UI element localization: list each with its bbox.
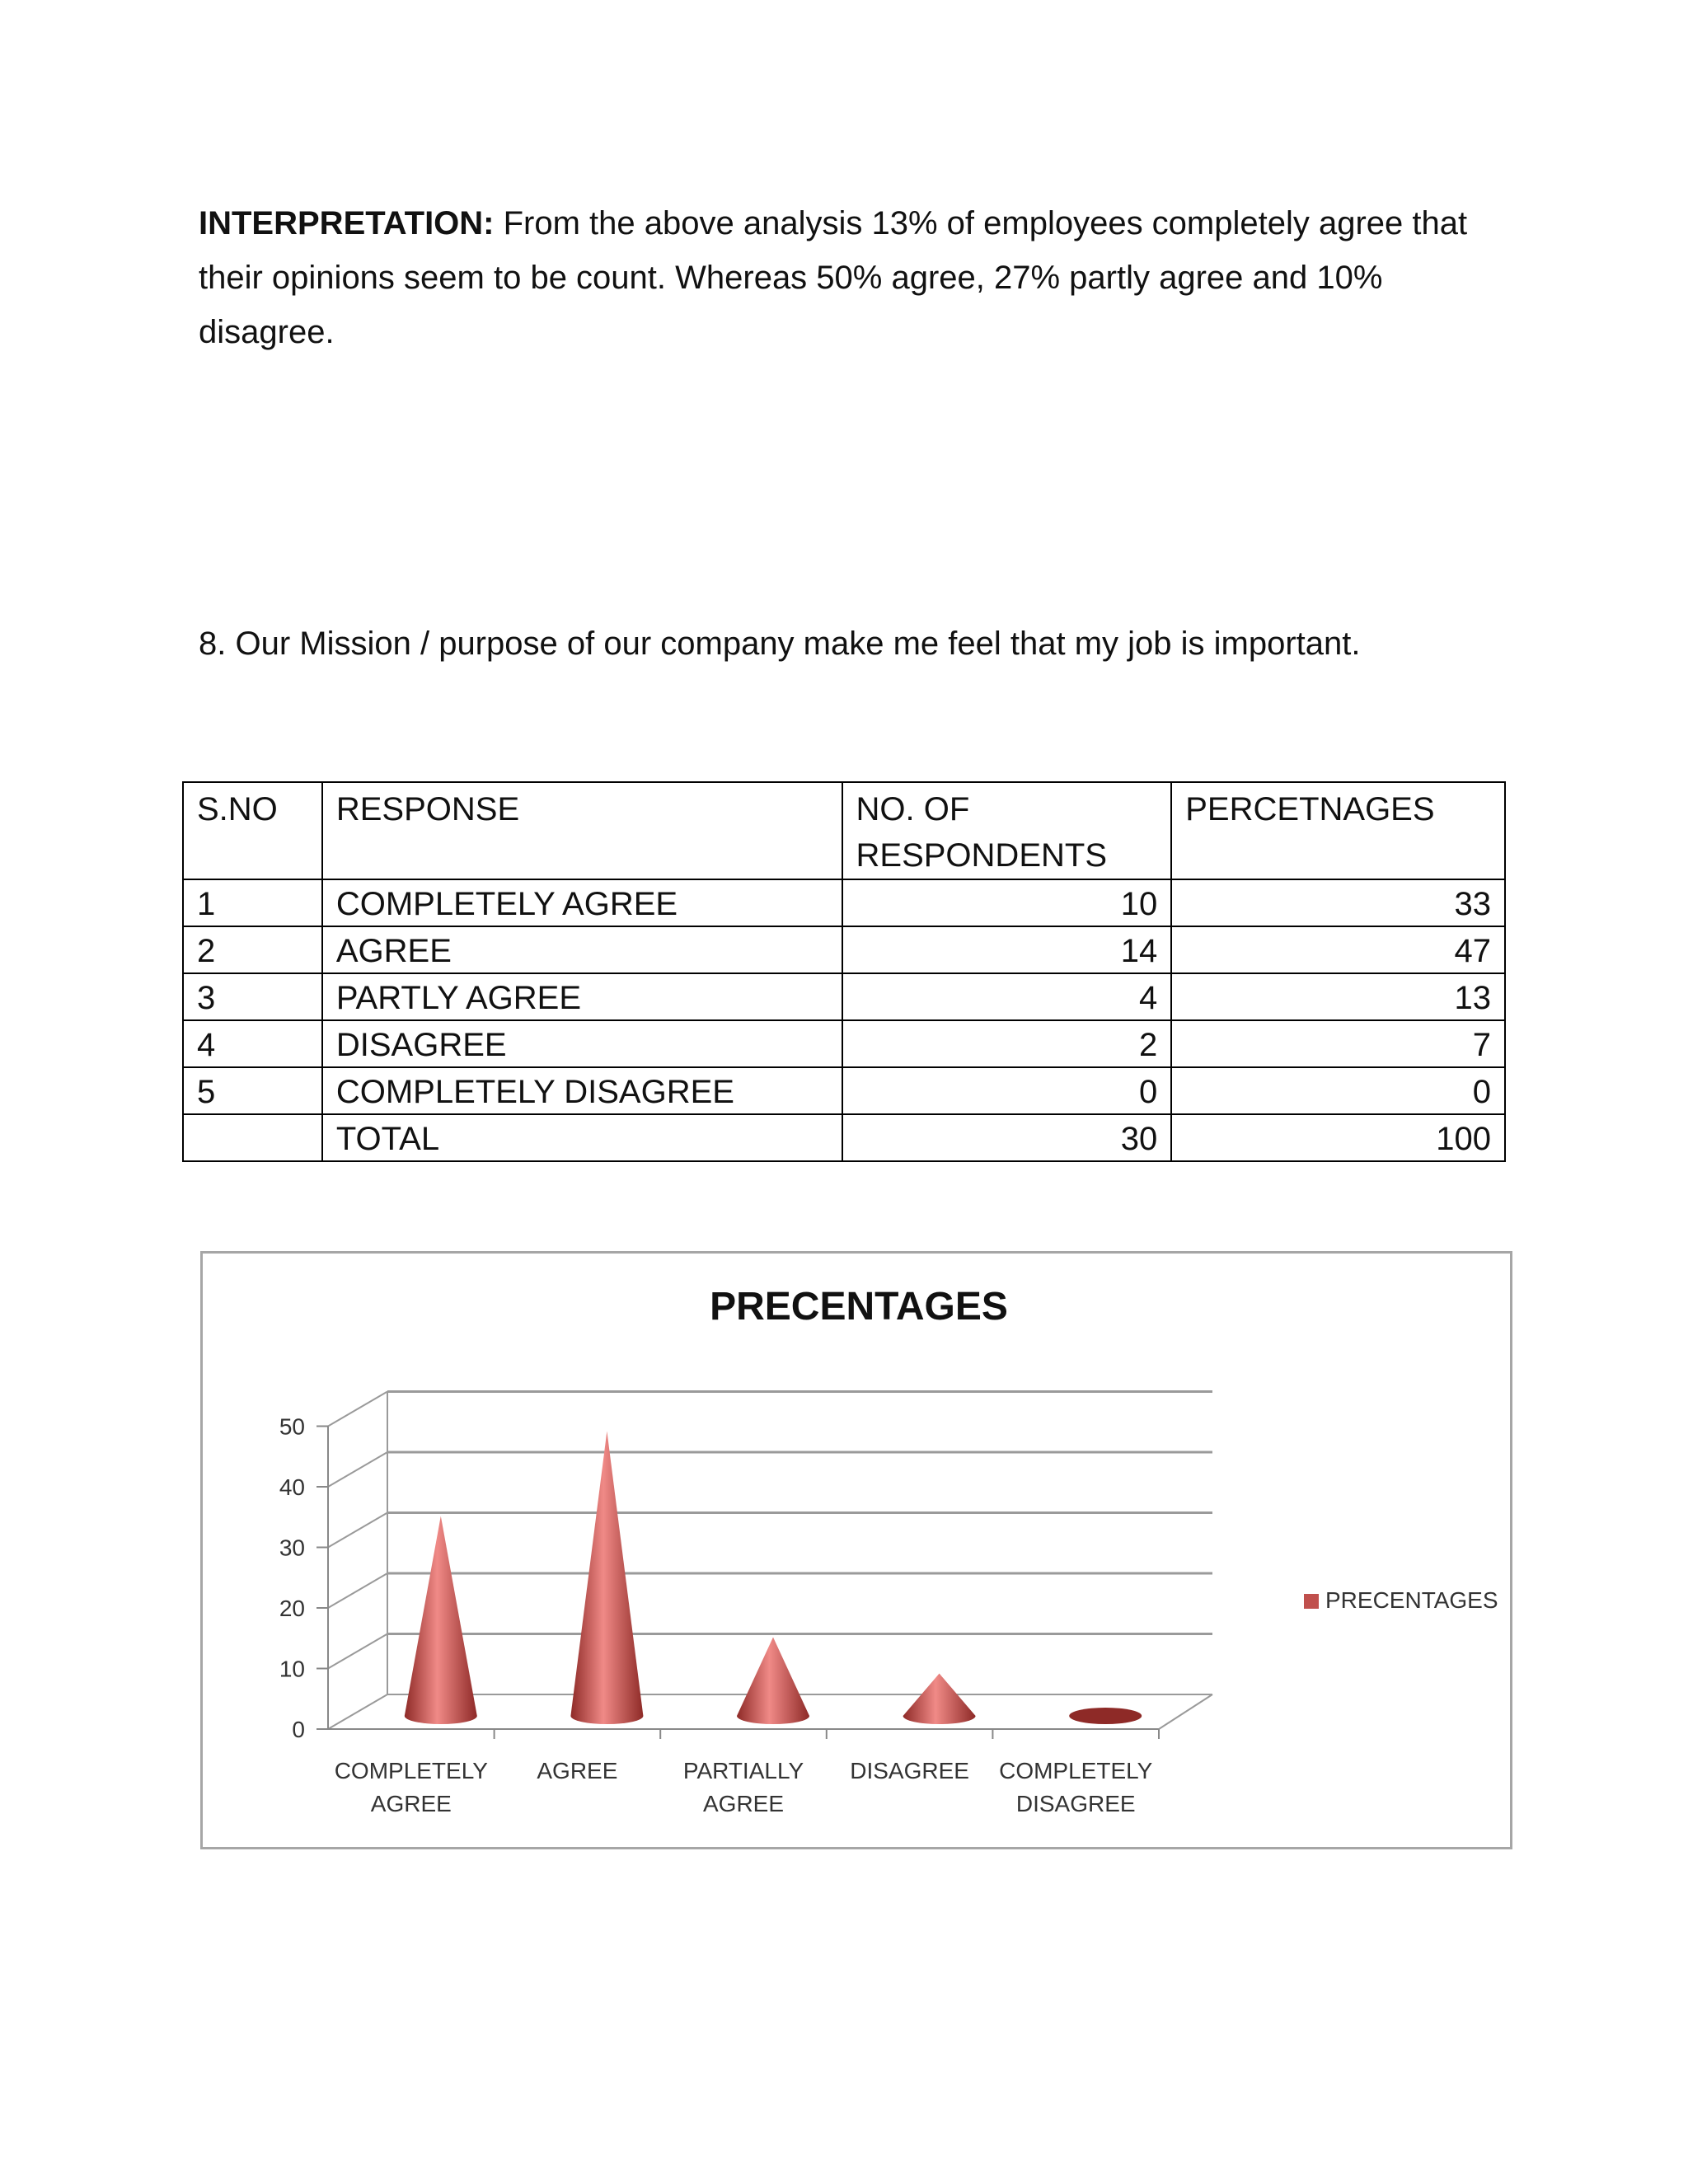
cell-response: COMPLETELY AGREE: [322, 879, 842, 926]
y-tick-label: 40: [279, 1474, 305, 1500]
cell-percentage: 7: [1171, 1020, 1505, 1067]
x-tick-label: DISAGREE: [1015, 1791, 1136, 1816]
header-percentages: PERCETNAGES: [1171, 782, 1505, 879]
cone-bar: [405, 1516, 477, 1724]
cell-percentage: 100: [1171, 1114, 1505, 1161]
table-header-row: [183, 782, 1505, 879]
interpretation-label: INTERPRETATION:: [199, 205, 495, 241]
interpretation-text: From the above analysis 13% of employees completely agree that their opinions seem to be count. Whereas 50% agree, 27% partly agree and 10% disagree.: [199, 205, 1468, 350]
cell-respondents: 14: [842, 926, 1172, 973]
cell-response: TOTAL: [322, 1114, 842, 1161]
x-tick-label: DISAGREE: [850, 1758, 969, 1783]
response-table: [182, 781, 1506, 1162]
grid-diagonal: [328, 1513, 387, 1548]
header-respondents: NO. OF RESPONDENTS: [842, 782, 1172, 879]
cell-sno: [183, 1114, 322, 1161]
cell-sno: 3: [183, 973, 322, 1020]
grid-diagonal: [328, 1694, 387, 1729]
chart-canvas: [203, 1254, 1515, 1852]
x-tick-label: AGREE: [537, 1758, 618, 1783]
chart-title: PRECENTAGES: [710, 1285, 1008, 1329]
legend-swatch: [1304, 1594, 1319, 1609]
y-tick-label: 0: [292, 1717, 305, 1742]
legend-label: PRECENTAGES: [1325, 1587, 1498, 1613]
percentages-chart: [200, 1251, 1512, 1849]
grid-diagonal: [328, 1634, 387, 1669]
grid-diagonal: [328, 1573, 387, 1608]
x-tick-label: COMPLETELY: [999, 1758, 1153, 1783]
cell-sno: 5: [183, 1067, 322, 1114]
cell-response: DISAGREE: [322, 1020, 842, 1067]
table-row: [183, 926, 1505, 973]
cone-bar: [570, 1432, 643, 1724]
interpretation-paragraph: [199, 196, 1484, 359]
header-sno: S.NO: [183, 782, 322, 879]
cell-respondents: 30: [842, 1114, 1172, 1161]
table-row: [183, 1067, 1505, 1114]
cell-respondents: 2: [842, 1020, 1172, 1067]
cell-respondents: 10: [842, 879, 1172, 926]
cone-bar: [737, 1637, 809, 1724]
header-response: RESPONSE: [322, 782, 842, 879]
y-tick-label: 20: [279, 1596, 305, 1621]
question-heading: 8. Our Mission / purpose of our company make me feel that my job is important.: [199, 626, 1361, 662]
y-tick-label: 30: [279, 1535, 305, 1561]
floor-edge: [1159, 1694, 1212, 1729]
cell-percentage: 13: [1171, 973, 1505, 1020]
table-row: [183, 973, 1505, 1020]
cell-response: PARTLY AGREE: [322, 973, 842, 1020]
cell-respondents: 0: [842, 1067, 1172, 1114]
x-tick-label: PARTIALLY: [682, 1758, 804, 1783]
x-tick-label: COMPLETELY: [334, 1758, 488, 1783]
y-tick-label: 10: [279, 1656, 305, 1682]
cone-bar: [1069, 1708, 1142, 1724]
table-row: [183, 879, 1505, 926]
cell-sno: 4: [183, 1020, 322, 1067]
grid-diagonal: [328, 1392, 387, 1427]
cell-sno: 1: [183, 879, 322, 926]
cell-percentage: 47: [1171, 926, 1505, 973]
cell-respondents: 4: [842, 973, 1172, 1020]
cell-percentage: 33: [1171, 879, 1505, 926]
cone-bar: [903, 1674, 976, 1724]
x-tick-label: AGREE: [370, 1791, 452, 1816]
grid-diagonal: [328, 1452, 387, 1487]
x-tick-label: AGREE: [702, 1791, 785, 1816]
table-row: [183, 1020, 1505, 1067]
cell-response: COMPLETELY DISAGREE: [322, 1067, 842, 1114]
cell-sno: 2: [183, 926, 322, 973]
cell-response: AGREE: [322, 926, 842, 973]
y-tick-label: 50: [279, 1413, 305, 1440]
cell-percentage: 0: [1171, 1067, 1505, 1114]
table-total-row: [183, 1114, 1505, 1161]
